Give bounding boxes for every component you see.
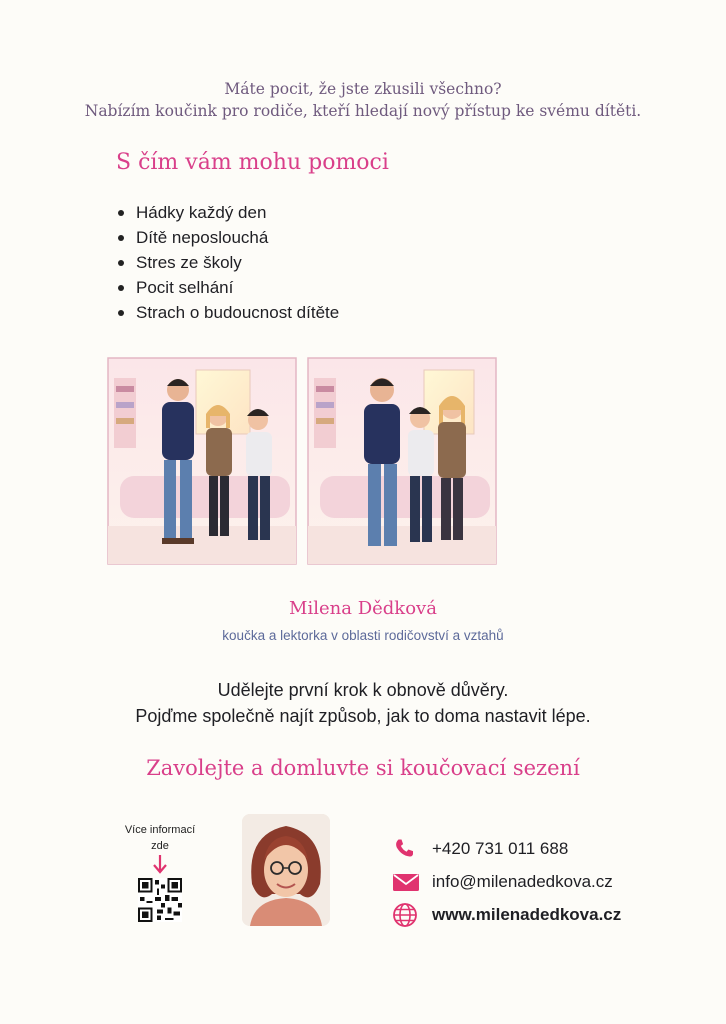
qr-block xyxy=(112,822,208,922)
contact-list xyxy=(392,832,621,931)
coach-name: Milena Dědková xyxy=(289,598,437,619)
email-address[interactable]: info@milenadedkova.cz xyxy=(432,871,613,891)
list-item: Dítě neposlouchá xyxy=(136,225,339,250)
call-to-action-text xyxy=(0,677,726,729)
cta-line-2: Pojďme společně najít způsob, jak to doma nastavit lépe. xyxy=(135,706,591,726)
qr-label-line-1: Více informací xyxy=(124,824,196,836)
list-item: Stres ze školy xyxy=(136,250,339,275)
website-url[interactable]: www.milenadedkova.cz xyxy=(432,904,622,924)
harmony-scene xyxy=(308,358,496,564)
coach-role: koučka a lektorka v oblasti rodičovství a vztahů xyxy=(222,628,504,643)
list-item: Strach o budoucnost dítěte xyxy=(136,300,339,325)
email-row[interactable] xyxy=(392,865,621,898)
qr-code[interactable] xyxy=(138,878,182,922)
envelope-icon xyxy=(392,869,422,895)
family-illustration xyxy=(106,356,498,566)
coach-portrait xyxy=(242,814,330,926)
help-section-title: S čím vám mohu pomoci xyxy=(116,150,389,175)
web-row[interactable] xyxy=(392,898,621,931)
cta-headline: Zavolejte a domluvte si koučovací sezení xyxy=(146,756,580,780)
list-item: Hádky každý den xyxy=(136,200,339,225)
globe-icon xyxy=(392,902,422,928)
list-item: Pocit selhání xyxy=(136,275,339,300)
intro-text xyxy=(0,78,726,122)
down-arrow-icon xyxy=(153,854,167,874)
phone-row[interactable] xyxy=(392,832,621,865)
intro-line-1: Máte pocit, že jste zkusili všechno? xyxy=(224,80,502,98)
phone-icon xyxy=(392,836,422,862)
help-list xyxy=(136,200,339,325)
conflict-scene xyxy=(108,358,296,564)
qr-label-line-2: zde xyxy=(151,840,169,852)
intro-line-2: Nabízím koučink pro rodiče, kteří hledají nový přístup ke svému dítěti. xyxy=(84,102,642,120)
phone-number[interactable]: +420 731 011 688 xyxy=(432,838,569,858)
cta-line-1: Udělejte první krok k obnově důvěry. xyxy=(217,680,509,700)
